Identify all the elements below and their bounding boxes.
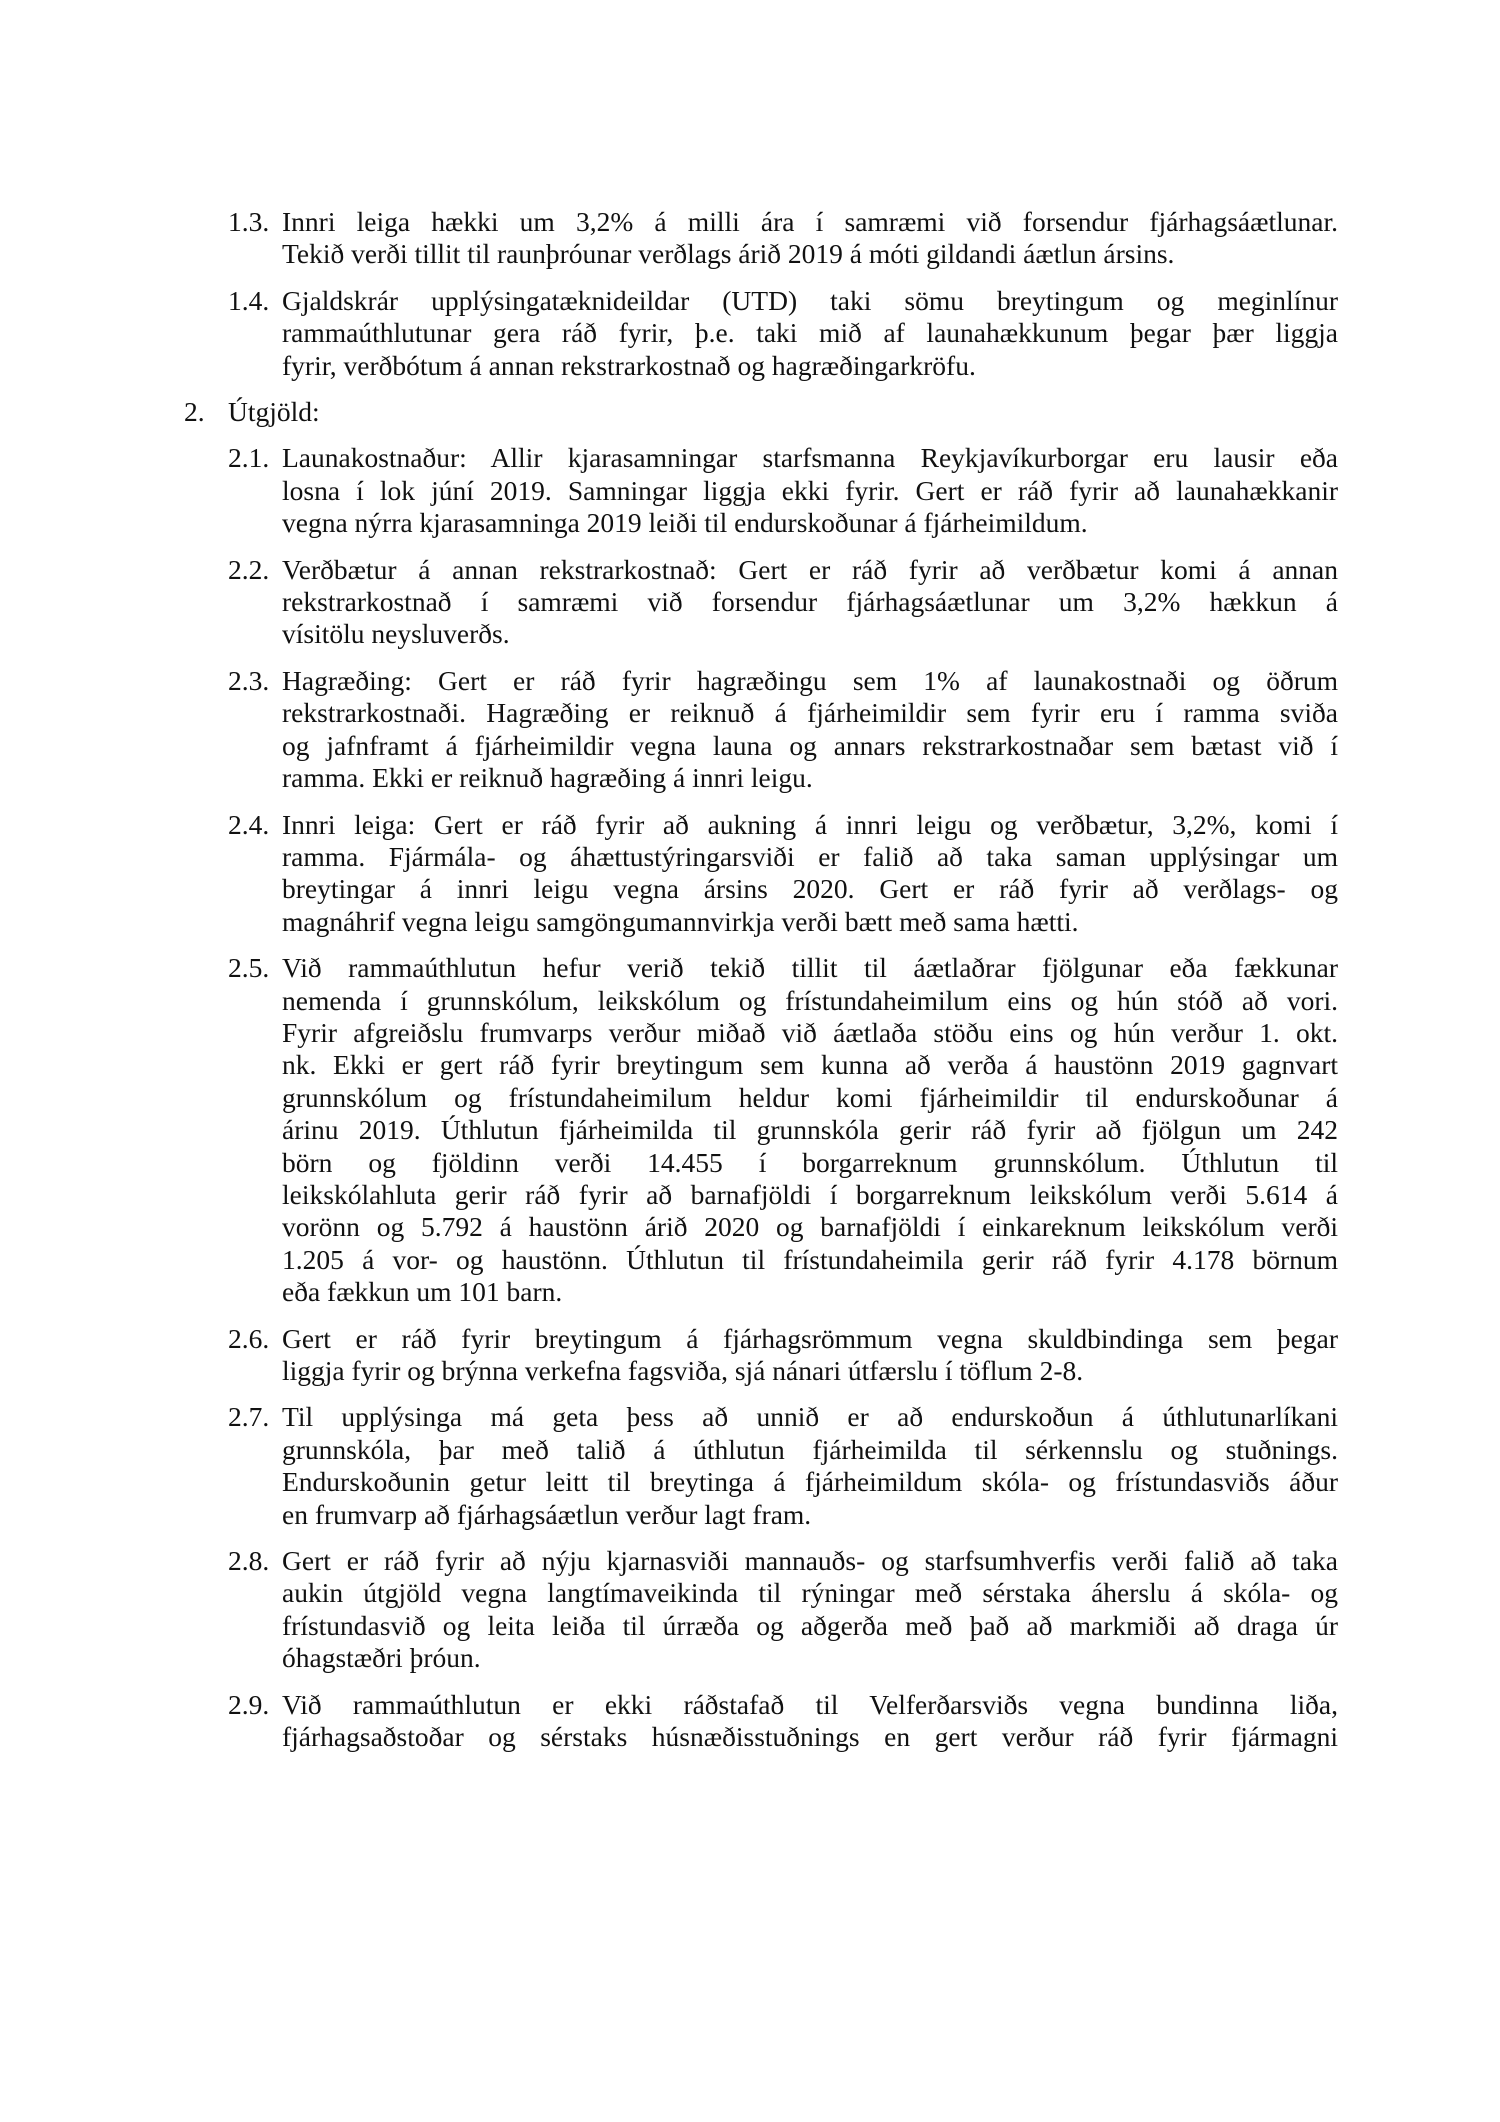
numbered-paragraph [0, 952, 1500, 1308]
paragraph-number: 2.3. [228, 664, 270, 696]
text-line: Við rammaúthlutun hefur verið tekið tillit til áætlaðrar fjölgunar eða fækkunar [282, 952, 1338, 984]
paragraph-body [282, 285, 1338, 382]
numbered-paragraph [0, 1323, 1500, 1388]
text-line: vegna nýrra kjarasamninga 2019 leiði til endurskoðunar á fjárheimildum. [282, 507, 1088, 539]
text-line: breytingar á innri leigu vegna ársins 2020. Gert er ráð fyrir að verðlags- og [282, 873, 1338, 905]
document-page [0, 206, 1500, 1767]
paragraph-body [282, 1401, 1338, 1531]
text-line: og jafnframt á fjárheimildir vegna launa og annars rekstrarkostnaðar sem bætast við í [282, 729, 1338, 761]
paragraph-number: 2.5. [228, 952, 270, 984]
numbered-paragraph [0, 665, 1500, 795]
text-line: Tekið verði tillit til raunþróunar verðlags árið 2019 á móti gildandi áætlun ársins. [282, 238, 1175, 270]
text-line: en frumvarp að fjárhagsáætlun verður lagt fram. [282, 1498, 812, 1530]
numbered-paragraph [0, 1401, 1500, 1531]
text-line: börn og fjöldinn verði 14.455 í borgarreknum grunnskólum. Úthlutun til [282, 1146, 1338, 1178]
text-line: magnáhrif vegna leigu samgöngumannvirkja verði bætt með sama hætti. [282, 905, 1079, 937]
paragraph-body [282, 952, 1338, 1308]
text-line: grunnskólum og frístundaheimilum heldur komi fjárheimildir til endurskoðunar á [282, 1081, 1338, 1113]
text-line: eða fækkun um 101 barn. [282, 1276, 563, 1308]
text-line: vísitölu neysluverðs. [282, 618, 510, 650]
numbered-paragraph [0, 285, 1500, 382]
paragraph-body [282, 442, 1338, 539]
text-line: aukin útgjöld vegna langtímaveikinda til rýningar með sérstaka áherslu á skóla- og [282, 1577, 1338, 1609]
text-line: nemenda í grunnskólum, leikskólum og frístundaheimilum eins og hún stóð að vori. [282, 984, 1338, 1016]
text-line: Verðbætur á annan rekstrarkostnað: Gert er ráð fyrir að verðbætur komi á annan [282, 553, 1338, 585]
paragraph-body [282, 809, 1338, 939]
text-line: fyrir, verðbótum á annan rekstrarkostnað og hagræðingarkröfu. [282, 349, 976, 381]
paragraph-number: 2.2. [228, 553, 270, 585]
text-line: ramma. Ekki er reiknuð hagræðing á innri leigu. [282, 762, 813, 794]
paragraph-number: 2.8. [228, 1545, 270, 1577]
text-line: Til upplýsinga má geta þess að unnið er að endurskoðun á úthlutunarlíkani [282, 1401, 1338, 1433]
paragraph-body [282, 1323, 1338, 1388]
paragraph-number: 2.4. [228, 808, 270, 840]
text-line: Fyrir afgreiðslu frumvarps verður miðað við áætlaða stöðu eins og hún verður 1. okt. [282, 1016, 1338, 1048]
section-heading [0, 396, 1500, 428]
text-line: óhagstæðri þróun. [282, 1642, 481, 1674]
paragraph-body [282, 665, 1338, 795]
text-line: Útgjöld: [228, 396, 320, 428]
text-line: Endurskoðunin getur leitt til breytinga á fjárheimildum skóla- og frístundasviðs áður [282, 1466, 1338, 1498]
text-line: liggja fyrir og brýnna verkefna fagsviða, sjá nánari útfærslu í töflum 2-8. [282, 1355, 1084, 1386]
text-line: ramma. Fjármála- og áhættustýringarsviði er falið að taka saman upplýsingar um [282, 840, 1338, 872]
numbered-paragraph [0, 206, 1500, 271]
numbered-paragraph [0, 442, 1500, 539]
numbered-paragraph [0, 554, 1500, 651]
text-line: frístundasvið og leita leiða til úrræða og aðgerða með það að markmiði að draga úr [282, 1609, 1338, 1641]
text-line: Gert er ráð fyrir breytingum á fjárhagsrömmum vegna skuldbindinga sem þegar [282, 1322, 1338, 1354]
text-line: fjárhagsaðstoðar og sérstaks húsnæðisstuðnings en gert verður ráð fyrir fjármagni [282, 1721, 1338, 1753]
numbered-paragraph [0, 1545, 1500, 1675]
text-line: Innri leiga: Gert er ráð fyrir að aukning á innri leigu og verðbætur, 3,2%, komi í [282, 808, 1338, 840]
text-line: Við rammaúthlutun er ekki ráðstafað til Velferðarsviðs vegna bundinna liða, [282, 1688, 1338, 1720]
paragraph-number: 2.7. [228, 1401, 270, 1433]
text-line: Gert er ráð fyrir að nýju kjarnasviði mannauðs- og starfsumhverfis verði falið að taka [282, 1545, 1338, 1577]
text-line: Innri leiga hækki um 3,2% á milli ára í samræmi við forsendur fjárhagsáætlunar. [282, 206, 1338, 237]
paragraph-body [282, 1545, 1338, 1675]
paragraph-number: 2.6. [228, 1322, 270, 1354]
paragraph-number: 1.4. [228, 284, 270, 316]
text-line: Hagræðing: Gert er ráð fyrir hagræðingu sem 1% af launakostnaði og öðrum [282, 664, 1338, 696]
text-line: nk. Ekki er gert ráð fyrir breytingum sem kunna að verða á haustönn 2019 gagnvart [282, 1049, 1338, 1081]
text-line: grunnskóla, þar með talið á úthlutun fjárheimilda til sérkennslu og stuðnings. [282, 1433, 1338, 1465]
paragraph-number: 2.9. [228, 1688, 270, 1720]
text-line: rammaúthlutunar gera ráð fyrir, þ.e. taki mið af launahækkunum þegar þær liggja [282, 317, 1338, 349]
paragraph-body [282, 1689, 1338, 1754]
text-line: Launakostnaður: Allir kjarasamningar starfsmanna Reykjavíkurborgar eru lausir eða [282, 442, 1338, 474]
text-line: losna í lok júní 2019. Samningar liggja ekki fyrir. Gert er ráð fyrir að launahækkanir [282, 474, 1338, 506]
paragraph-number: 1.3. [228, 206, 270, 237]
numbered-paragraph [0, 1689, 1500, 1754]
text-line: 1.205 á vor- og haustönn. Úthlutun til frístundaheimila gerir ráð fyrir 4.178 börnum [282, 1243, 1338, 1275]
paragraph-body [282, 206, 1338, 271]
text-line: vorönn og 5.792 á haustönn árið 2020 og barnafjöldi í einkareknum leikskólum verði [282, 1211, 1338, 1243]
text-line: leikskólahluta gerir ráð fyrir að barnafjöldi í borgarreknum leikskólum verði 5.614 á [282, 1178, 1338, 1210]
text-line: rekstrarkostnaði. Hagræðing er reiknuð á fjárheimildir sem fyrir eru í ramma sviða [282, 697, 1338, 729]
paragraph-number: 2. [184, 396, 205, 428]
paragraph-number: 2.1. [228, 442, 270, 474]
paragraph-body [282, 554, 1338, 651]
paragraph-body [228, 396, 1284, 428]
numbered-paragraph [0, 809, 1500, 939]
text-line: Gjaldskrár upplýsingatæknideildar (UTD) taki sömu breytingum og meginlínur [282, 284, 1338, 316]
text-line: rekstrarkostnað í samræmi við forsendur fjárhagsáætlunar um 3,2% hækkun á [282, 586, 1338, 618]
text-line: árinu 2019. Úthlutun fjárheimilda til grunnskóla gerir ráð fyrir að fjölgun um 242 [282, 1114, 1338, 1146]
